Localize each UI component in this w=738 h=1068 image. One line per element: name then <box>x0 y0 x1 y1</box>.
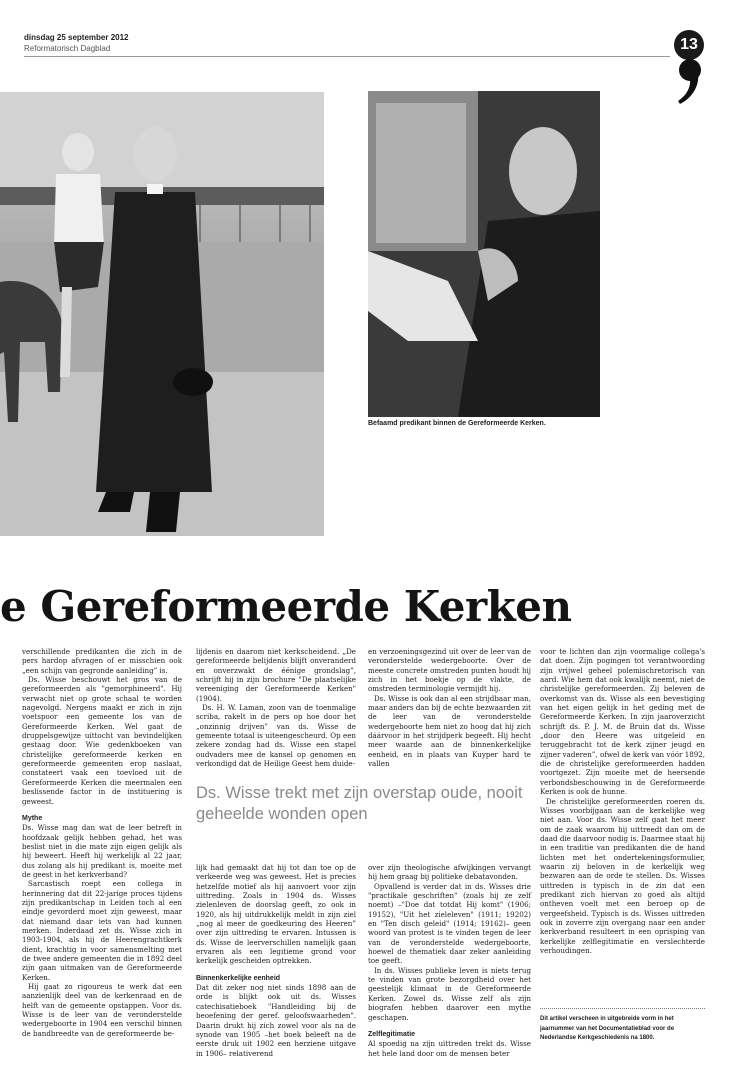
paragraph: lijdenis en daarom niet kerkscheidend. „De gereformeerde belijdenis blijft onveranderd en onverzwakt de éénige grondslag”, schrijft hij in zijn brochure "De plaatselijke vereeniging der Gereformeerde Kerken" (1904). <box>196 647 356 703</box>
newspaper-name: Reformatorisch Dagblad <box>24 44 111 53</box>
paragraph: Hij gaat zo rigoureus te werk dat een aanzienlijk deel van de kerkenraad en de helft van de gemeente opstappen. Voor ds. Wisse is de leer van de veronderstelde wedergeboorte in 1904 een verschil binnen de bandbreedte van de gereformeerde be- <box>22 982 182 1038</box>
paragraph: en verzoeningsgezind uit over de leer van de veronderstelde wedergeboorte. Over de meeste concrete omstreden punten houdt hij zich in het boekje op de vlakte, de omstreden terminologie vermijdt hij. <box>368 647 531 694</box>
paragraph: lijk had gemaakt dat hij tot dan toe op de verkeerde weg was geweest. Het is precies hetzelfde motief als hij aanvoert voor zijn uittreding. Zoals in 1904 ds. Wisses zielenleven de doorslag geeft, zo ook in 1920, als hij uitdrukkelijk meldt in zijn ziel „nog al meer de goedkeuring des Heeren” over zijn uittreding te ervaren. Intussen is ds. Wisse de leerverschillen namelijk gaan ervaren als een legitieme grond voor kerkelijk gescheiden optrekken. <box>196 863 356 966</box>
beach-photo-image <box>0 92 324 536</box>
portrait-photo <box>368 91 600 417</box>
paragraph: Sarcastisch roept een collega in herinnering dat dit 22-jarige proces tijdens zijn predikantschap in Leiden toch al een eindje gevorderd moet zijn geweest, maar dat niemand daar iets van had kunnen merken. Inderdaad zet ds. Wisse zich in 1903-1904, als hij de Heerengrachtkerk dient, krachtig in voor samensmelting met de twee andere gemeenten die in 1892 deel zijn gaan uitmaken van de Gereformeerde Kerken. <box>22 879 182 982</box>
article-column-1 <box>22 647 182 1038</box>
paragraph: Ds. H. W. Laman, zoon van de toenmalige scriba, rakelt in de pers op hoe door het „onzinnig drijven” van ds. Wisse de gemeente totaal is uiteengescheurd. Op een zekere zondag had ds. Wisse een stapel oudvaders mee de kansel op genomen en verkondigd dat de Heilige Geest hem duide- <box>196 703 356 769</box>
article-column-3-top <box>368 647 531 768</box>
header-divider <box>24 56 670 57</box>
paragraph: Al spoedig na zijn uittreden trekt ds. Wisse het hele land door om de mensen beter <box>368 1039 531 1058</box>
portrait-photo-image <box>368 91 600 417</box>
paragraph: Ds. Wisse beschouwt het gros van de gereformeerden als "gemorphineerd". Hij verwacht niet op grote schaal te worden nagevolgd. Nergens maakt er zich in zijn voetspoor een gemeente los van de Gereformeerde Kerken. Wel gaat de druppelsgewijze uittocht van bevindelijken gestaag door. Wie gedenkboeken van christelijke gereformeerde kerken en gereformeerde gemeenten erop naslaat, constateert vaak een toevloed uit de Gereformeerde Kerken die meermalen een beslissende factor in de instituering is geweest. <box>22 675 182 806</box>
paragraph: voor te lichten dan zijn voormalige collega's dat doen. Zijn pogingen tot verantwoording zijn vrijwel geheel polemischretorisch van aard. Wie hem dat ook kwalijk neemt, niet de christelijke gereformeerden. Zij beleven de overkomst van ds. Wisse als een bevestiging van het eigen gelijk in het geding met de Gereformeerde Kerken. In zijn jaaroverzicht schrijft ds. P. J. M. de Bruin dat ds. Wisse „door den Heere was uitgeleid en teruggebracht tot de kerk zijner jeugd en zijner vaderen”, ofwel de kerk van vóór 1892, die de christelijke gereformeerden hadden voortgezet. Zijn moeite met de heersende verbondsbeschouwing in de Gereformeerde Kerken is ook de hunne. <box>540 647 705 797</box>
article-column-3-bottom <box>368 863 531 1058</box>
article-footnote: Dit artikel verscheen in uitgebreide vorm in het jaarnummer van het Documentatieblad voor de Nederlandse Kerkgeschiedenis na 1800. <box>540 1016 675 1041</box>
page-number: 13 <box>674 30 704 60</box>
subheading-mythe: Mythe <box>22 814 43 822</box>
footnote-divider <box>540 1008 705 1009</box>
beach-photo <box>0 92 324 536</box>
comma-logo-icon <box>676 58 702 106</box>
paragraph: Ds. Wisse is ook dan al een strijdbaar man, maar anders dan bij de echte bezwaarden zit de leer van de veronderstelde wedergeboorte hem niet zo hoog dat hij zich dáárvoor in het strijdperk begeeft. Hij hecht meer waarde aan de binnenkerkelijke eenheid, en in plaats van Kuyper hard te vallen <box>368 693 531 769</box>
paragraph: verschillende predikanten die zich in de pers hardop afvragen of er misschien ook „een schijn van gegronde aanleiding” is. <box>22 647 182 675</box>
photo-caption: Befaamd predikant binnen de Gereformeerde Kerken. <box>368 420 546 427</box>
article-column-2-top <box>196 647 356 768</box>
paragraph: Ds. Wisse mag dan wat de leer betreft in hoofdzaak gelijk hebben gehad, het was beslist niet in die mate zijn eigen gelijk als hij beweert. Heeft hij werkelijk al 22 jaar, dus zolang als hij predikant is, moeite met de geest in het kerkverband? <box>22 823 182 879</box>
paragraph: Opvallend is verder dat in ds. Wisses drie "practikale geschriften" (zoals hij ze zelf noemt) –"Doe dat totdat Hij komt" (1906; 19152), "Uit het zieleleven" (1911; 19202) en "Ten disch geleid" (1914; 19162)– geen woord van protest is te vinden tegen de leer van de veronderstelde wedergeboorte, hoewel de thematiek daar zeker aanleiding toe geeft. <box>368 881 531 966</box>
pull-quote: Ds. Wisse trekt met zijn overstap oude, nooit geheelde wonden open <box>196 784 523 823</box>
subheading-zelflegitimatie: Zelflegitimatie <box>368 1030 416 1038</box>
subheading-eenheid: Binnenkerkelijke eenheid <box>196 974 281 982</box>
paragraph: In ds. Wisses publieke leven is niets terug te vinden van grote bezorgdheid over het geestelijk klimaat in de Gereformeerde Kerken. Zowel ds. Wisse zelf als zijn biografen hebben daarover een mythe geschapen. <box>368 965 531 1022</box>
article-column-2-bottom <box>196 863 356 1058</box>
issue-date: dinsdag 25 september 2012 <box>24 33 129 42</box>
article-column-4 <box>540 647 705 955</box>
article-headline: e Gereformeerde Kerken <box>0 582 572 631</box>
paragraph: Dat dit zeker nog niet sinds 1898 aan de orde is blijkt ook uit ds. Wisses catechisatieboek "Handleiding bij de beoefening der geref. geloofswaarheden". Daarin drukt hij zich zowel voor als na de synode van 1905 –het boek beleeft na de eerste druk uit 1902 een herziene uitgave in 1906– relativerend <box>196 983 356 1058</box>
page-header <box>24 33 129 54</box>
paragraph: De christelijke gereformeerden roeren ds. Wisses voorbijgaan aan de kerkelijke weg niet aan. Voor ds. Wisse zelf gaat het meer om de zaak waarom hij uittreedt dan om de daad die daarvoor nodig is. Daarmee staat hij in een traditie van predikanten die de hand lichten met het ondertekeningsformulier, waarin zij beloven in de kerkelijk weg bezwaren aan de orde te stellen. Ds. Wisses uittreden is typisch in de zin dat een predikant zich hiervan zo goed als altijd ontheven voelt met een beroep op de vergeefsheid. Typisch is ds. Wisses uittreden ook in zoverre zijn overgang naar een ander kerkverband resulteert in een oprisping van kerkelijke zelflegitimatie en verslechterde verhoudingen. <box>540 796 705 955</box>
paragraph: over zijn theologische afwijkingen vervangt hij hem graag bij politieke debatavonden. <box>368 863 531 882</box>
